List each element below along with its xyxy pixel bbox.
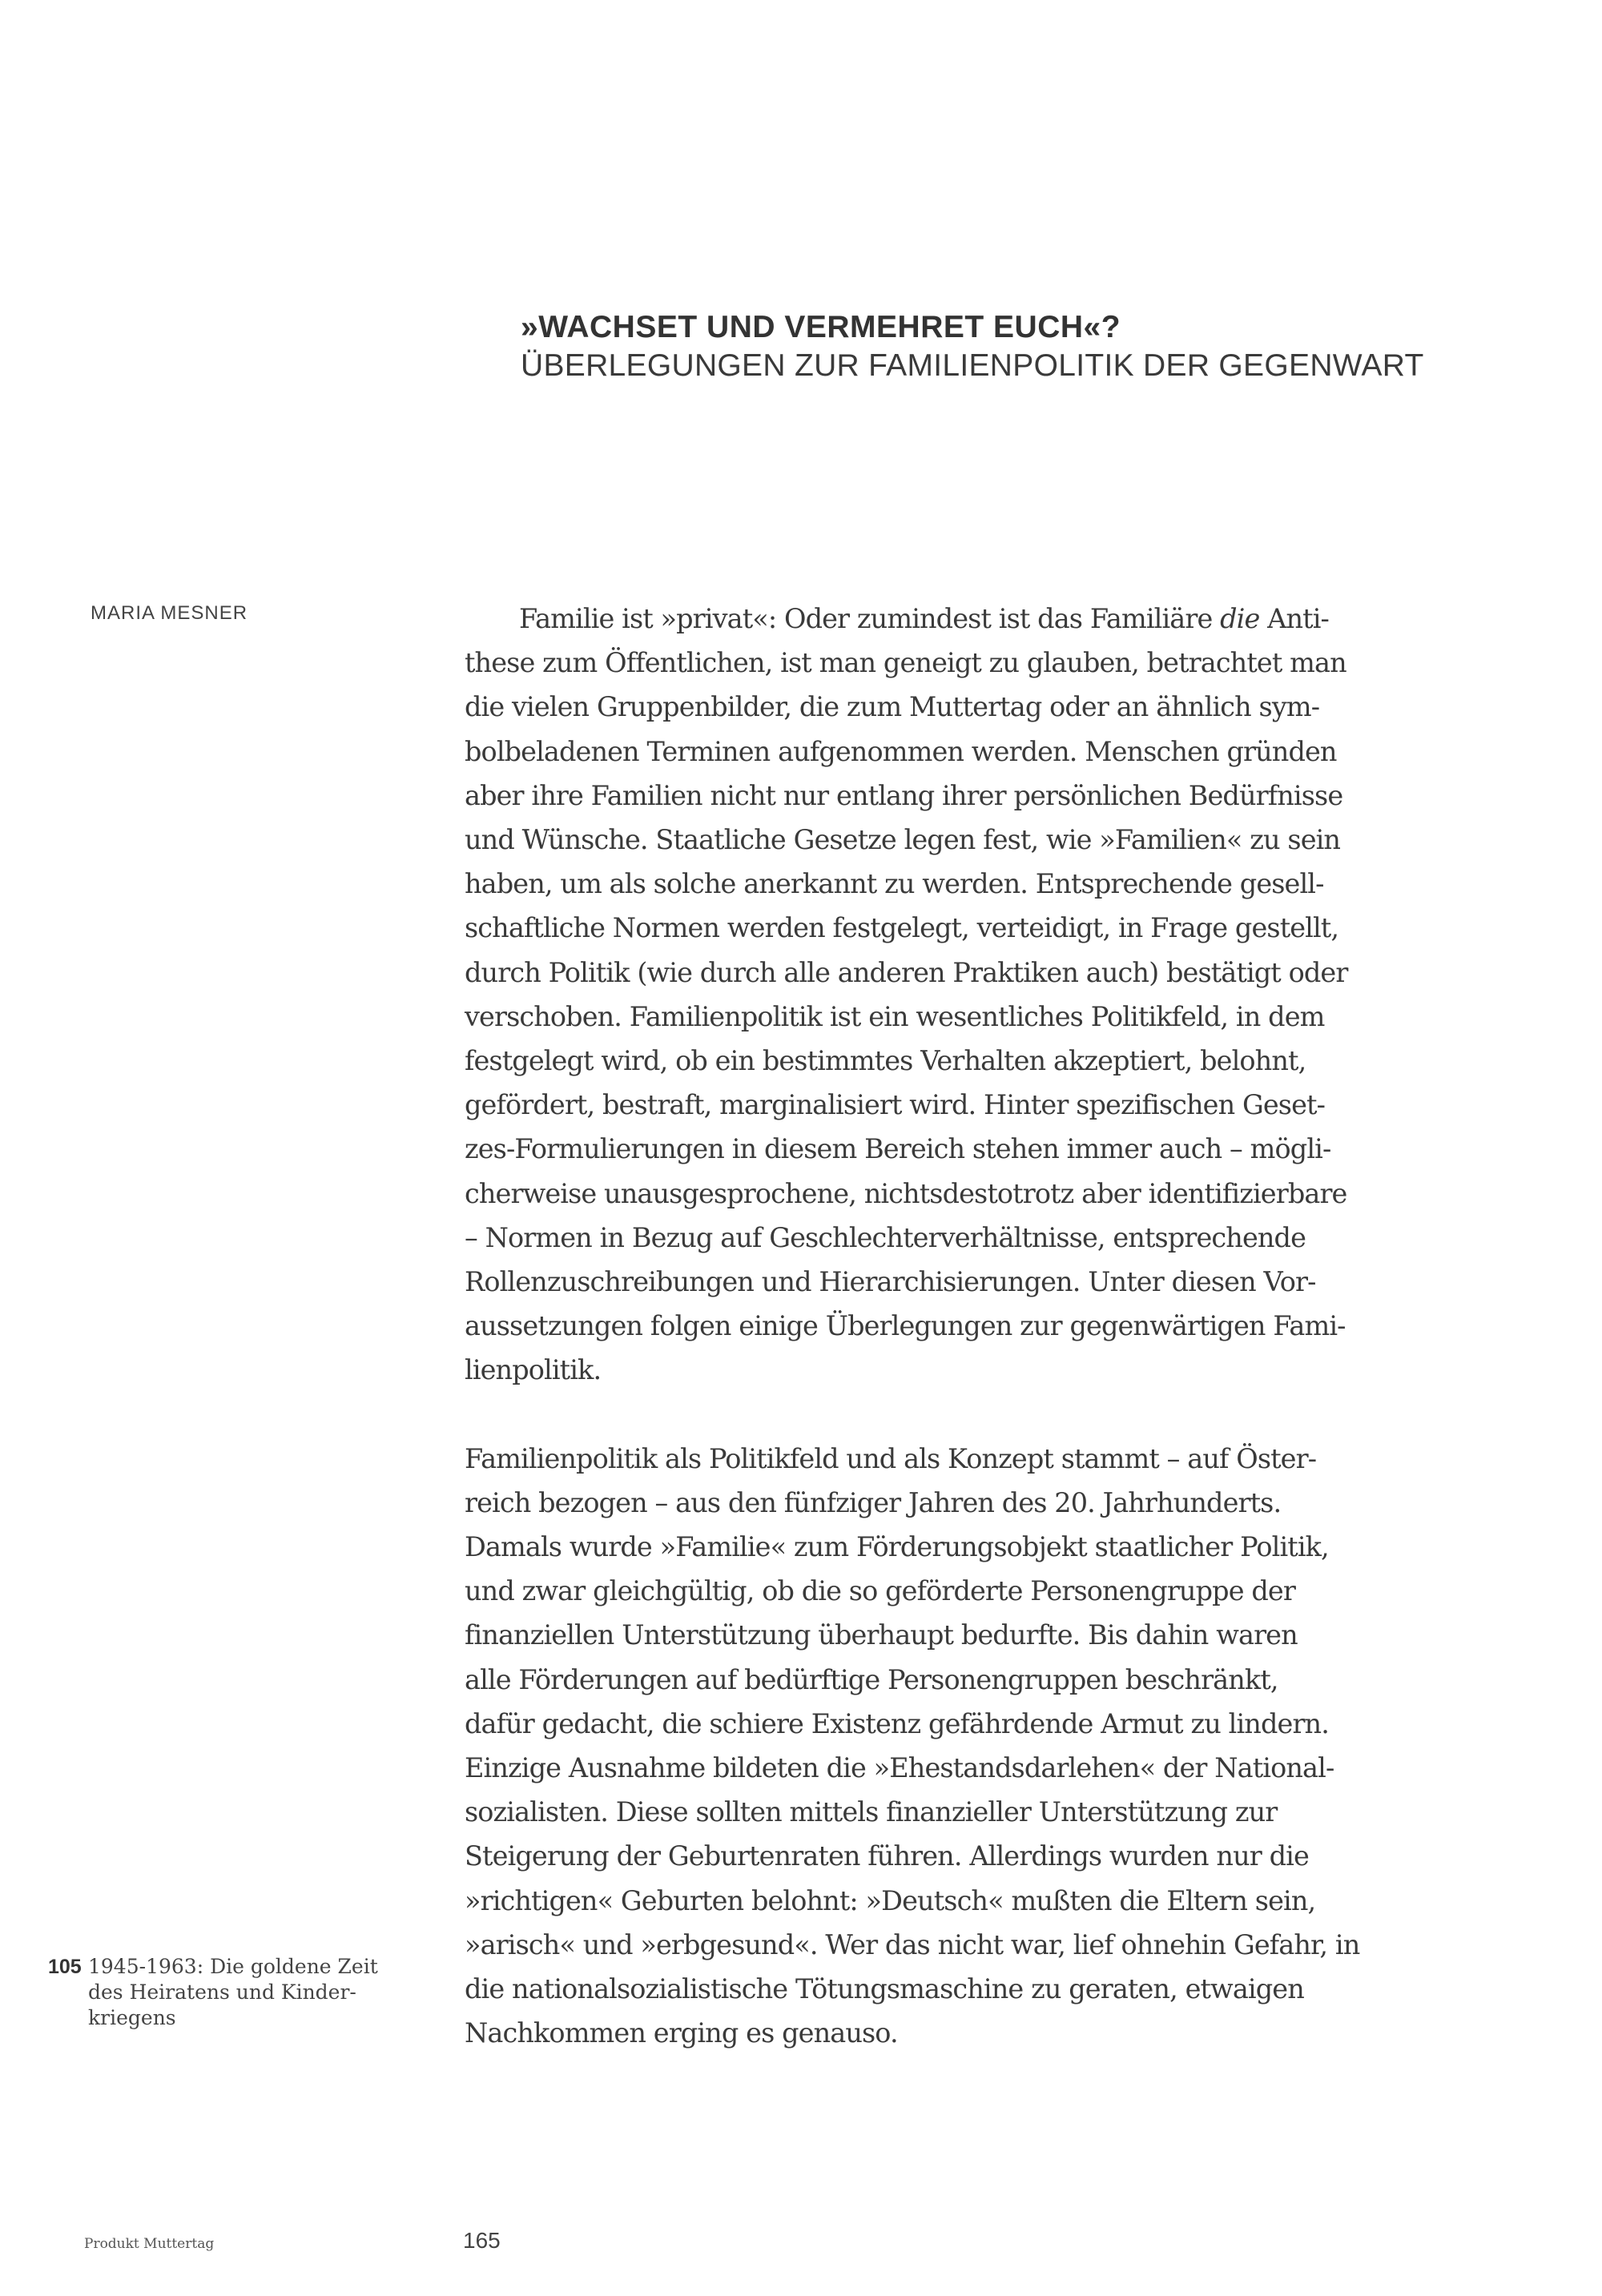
- text-line: sozialisten. Diese sollten mittels finanzieller Unterstützung zur: [465, 1796, 1278, 1828]
- caption-text: [88, 1954, 425, 2031]
- article-title-block: [521, 308, 1562, 385]
- caption-line: des Heiratens und Kinder-: [88, 1980, 356, 2004]
- text-line: »richtigen« Geburten belohnt: »Deutsch« mußten die Eltern sein,: [465, 1884, 1316, 1916]
- page-number: 165: [463, 2228, 501, 2253]
- text-line: durch Politik (wie durch alle anderen Praktiken auch) bestätigt oder: [465, 956, 1348, 988]
- article-title: »WACHSET UND VERMEHRET EUCH«?: [521, 310, 1121, 344]
- text-line: reich bezogen – aus den fünfziger Jahren des 20. Jahrhunderts.: [465, 1486, 1282, 1518]
- text-line: und zwar gleichgültig, ob die so geförderte Personengruppe der: [465, 1575, 1295, 1607]
- text-line: Familie ist »privat«: Oder zumindest ist das Familiäre die Anti-: [519, 603, 1329, 634]
- figure-number: 105: [48, 1956, 82, 1978]
- text-line: Rollenzuschreibungen und Hierarchisierungen. Unter diesen Vor-: [465, 1266, 1316, 1298]
- text-line: these zum Öffentlichen, ist man geneigt zu glauben, betrachtet man: [465, 647, 1346, 679]
- text-line: gefördert, bestraft, marginalisiert wird. Hinter spezifischen Geset-: [465, 1089, 1326, 1121]
- text-line: aussetzungen folgen einige Überlegungen zur gegenwärtigen Fami-: [465, 1310, 1346, 1342]
- text-line: die vielen Gruppenbilder, die zum Muttertag oder an ähnlich sym-: [465, 691, 1320, 723]
- emphasis: die: [1220, 603, 1260, 634]
- paragraph-1: [465, 597, 1498, 1393]
- text-line: lienpolitik.: [465, 1354, 602, 1386]
- text-line: dafür gedacht, die schiere Existenz gefährdende Armut zu lindern.: [465, 1707, 1329, 1739]
- text-line: Familienpolitik als Politikfeld und als Konzept stammt – auf Öster-: [465, 1442, 1317, 1474]
- text-line: Nachkommen erging es genauso.: [465, 2017, 898, 2049]
- paragraph-2: [465, 1437, 1498, 2056]
- text-line: – Normen in Bezug auf Geschlechterverhältnisse, entsprechende: [465, 1221, 1306, 1253]
- paragraph-spacer: [465, 1393, 1498, 1437]
- text-line: »arisch« und »erbgesund«. Wer das nicht war, lief ohnehin Gefahr, in: [465, 1928, 1360, 1960]
- text-line: bolbeladenen Terminen aufgenommen werden. Menschen gründen: [465, 735, 1337, 767]
- text-line: cherweise unausgesprochene, nichtsdestotrotz aber identifizierbare: [465, 1177, 1347, 1209]
- text-line: Damals wurde »Familie« zum Förderungsobjekt staatlicher Politik,: [465, 1531, 1329, 1563]
- text-line: finanziellen Unterstützung überhaupt bedurfte. Bis dahin waren: [465, 1619, 1298, 1651]
- caption-line: kriegens: [88, 2006, 176, 2029]
- article-body: [465, 597, 1498, 2056]
- caption-line: 1945-1963: Die goldene Zeit: [88, 1955, 378, 1978]
- running-title: Produkt Muttertag: [84, 2236, 215, 2252]
- article-subtitle: ÜBERLEGUNGEN ZUR FAMILIENPOLITIK DER GEGENWART: [521, 348, 1424, 383]
- text-line: festgelegt wird, ob ein bestimmtes Verhalten akzeptiert, belohnt,: [465, 1045, 1306, 1077]
- author-name: MARIA MESNER: [91, 602, 248, 624]
- text-line: zes-Formulierungen in diesem Bereich stehen immer auch – mögli-: [465, 1133, 1331, 1165]
- text-line: aber ihre Familien nicht nur entlang ihrer persönlichen Bedürfnisse: [465, 779, 1343, 811]
- text-line: alle Förderungen auf bedürftige Personengruppen beschränkt,: [465, 1663, 1278, 1695]
- text-line: haben, um als solche anerkannt zu werden. Entsprechende gesell-: [465, 868, 1324, 900]
- text-line: Einzige Ausnahme bildeten die »Ehestandsdarlehen« der National-: [465, 1752, 1334, 1784]
- text-line: schaftliche Normen werden festgelegt, verteidigt, in Frage gestellt,: [465, 912, 1339, 944]
- text-line: die nationalsozialistische Tötungsmaschine zu geraten, etwaigen: [465, 1973, 1304, 2005]
- text-line: und Wünsche. Staatliche Gesetze legen fest, wie »Familien« zu sein: [465, 824, 1341, 856]
- text-line: verschoben. Familienpolitik ist ein wesentliches Politikfeld, in dem: [465, 1000, 1325, 1032]
- text-line: Steigerung der Geburtenraten führen. Allerdings wurden nur die: [465, 1840, 1309, 1872]
